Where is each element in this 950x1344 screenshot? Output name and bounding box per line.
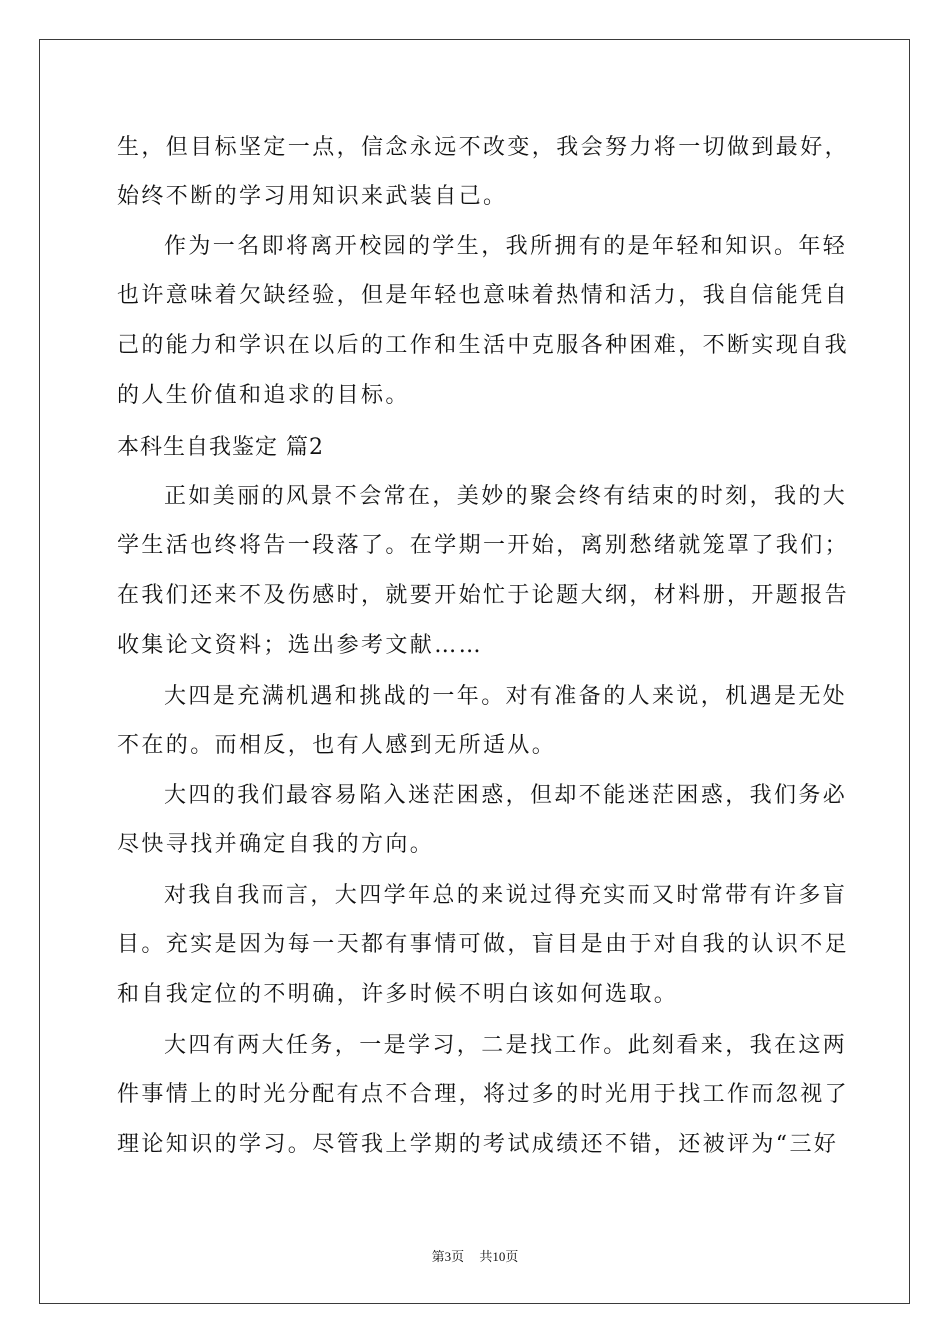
paragraph-start-line: 大四有两大任务，一是学习，二是找工作。此刻看来，我在这两 [164,1033,848,1058]
text-line: 收集论文资料；选出参考文献…… [117,633,484,658]
paragraph-start-line: 大四是充满机遇和挑战的一年。对有准备的人来说，机遇是无处 [164,684,848,709]
page-footer [0,1246,950,1265]
text-line: 和自我定位的不明确，许多时候不明白该如何选取。 [117,982,679,1007]
text-line: 不在的。而相反，也有人感到无所适从。 [117,733,557,758]
text-line: 理论知识的学习。尽管我上学期的考试成绩还不错，还被评为“三好 [117,1132,839,1157]
page-border [39,39,910,1304]
text-line: 也许意味着欠缺经验，但是年轻也意味着热情和活力，我自信能凭自 [117,283,850,308]
paragraph-start-line: 正如美丽的风景不会常在，美妙的聚会终有结束的时刻，我的大 [164,484,848,509]
paragraph-start-line: 对我自我而言，大四学年总的来说过得充实而又时常带有许多盲 [164,883,848,908]
paragraph-start-line: 大四的我们最容易陷入迷茫困惑，但却不能迷茫困惑，我们务必 [164,783,848,808]
text-line: 尽快寻找并确定自我的方向。 [117,832,435,857]
text-line: 的人生价值和追求的目标。 [117,383,410,408]
page-number: 第3页 [431,1249,465,1264]
text-line: 始终不断的学习用知识来武装自己。 [117,184,508,209]
section-heading: 本科生自我鉴定 篇2 [117,435,324,460]
page-total: 共10页 [479,1249,519,1264]
text-line: 目。充实是因为每一天都有事情可做，盲目是由于对自我的认识不足 [117,932,850,957]
text-line: 件事情上的时光分配有点不合理，将过多的时光用于找工作而忽视了 [117,1082,850,1107]
paragraph-start-line: 作为一名即将离开校园的学生，我所拥有的是年轻和知识。年轻 [164,234,848,259]
text-line: 己的能力和学识在以后的工作和生活中克服各种困难，不断实现自我 [117,333,850,358]
text-line: 在我们还来不及伤感时，就要开始忙于论题大纲，材料册，开题报告 [117,583,850,608]
text-line: 学生活也终将告一段落了。在学期一开始，离别愁绪就笼罩了我们； [117,533,850,558]
text-line: 生，但目标坚定一点，信念永远不改变，我会努力将一切做到最好， [117,135,850,160]
